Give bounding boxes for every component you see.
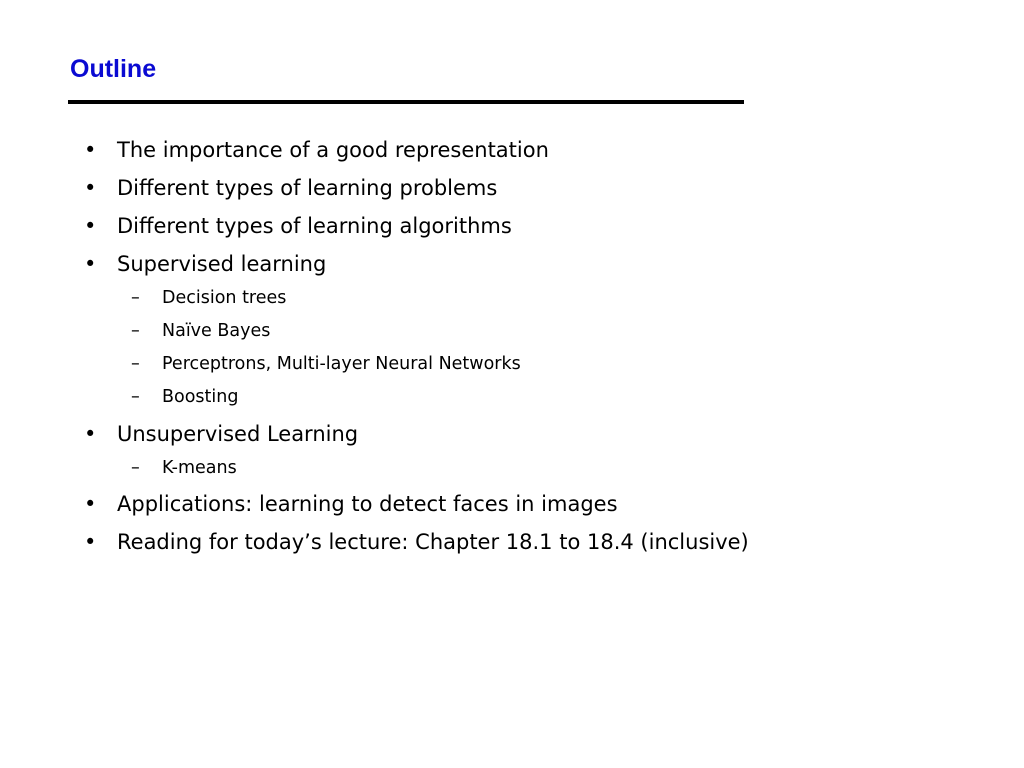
bullet-marker: • — [84, 252, 97, 276]
outline-item-text: Reading for today’s lecture: Chapter 18.1 to 18.4 (inclusive) — [117, 530, 749, 554]
outline-item-text: Applications: learning to detect faces in images — [117, 492, 618, 516]
bullet-marker: • — [84, 176, 97, 200]
outline-item-text: Different types of learning problems — [117, 176, 498, 200]
outline-subitem-text: Naïve Bayes — [162, 321, 271, 341]
dash-marker: – — [131, 387, 140, 407]
bullet-marker: • — [84, 138, 97, 162]
outline-subitem-text: K-means — [162, 458, 237, 478]
outline-item-text: Unsupervised Learning — [117, 422, 359, 446]
outline-subitem-text: Perceptrons, Multi-layer Neural Networks — [162, 354, 521, 374]
bullet-marker: • — [84, 530, 97, 554]
outline-subitem-text: Boosting — [162, 387, 239, 407]
dash-marker: – — [131, 288, 140, 308]
bullet-marker: • — [84, 492, 97, 516]
outline-item-text: Supervised learning — [117, 252, 327, 276]
outline-item-text: Different types of learning algorithms — [117, 214, 512, 238]
dash-marker: – — [131, 354, 140, 374]
dash-marker: – — [131, 458, 140, 478]
slide-title: Outline — [70, 55, 157, 83]
outline-item-text: The importance of a good representation — [117, 138, 549, 162]
bullet-marker: • — [84, 214, 97, 238]
outline-subitem-text: Decision trees — [162, 288, 287, 308]
dash-marker: – — [131, 321, 140, 341]
bullet-marker: • — [84, 422, 97, 446]
